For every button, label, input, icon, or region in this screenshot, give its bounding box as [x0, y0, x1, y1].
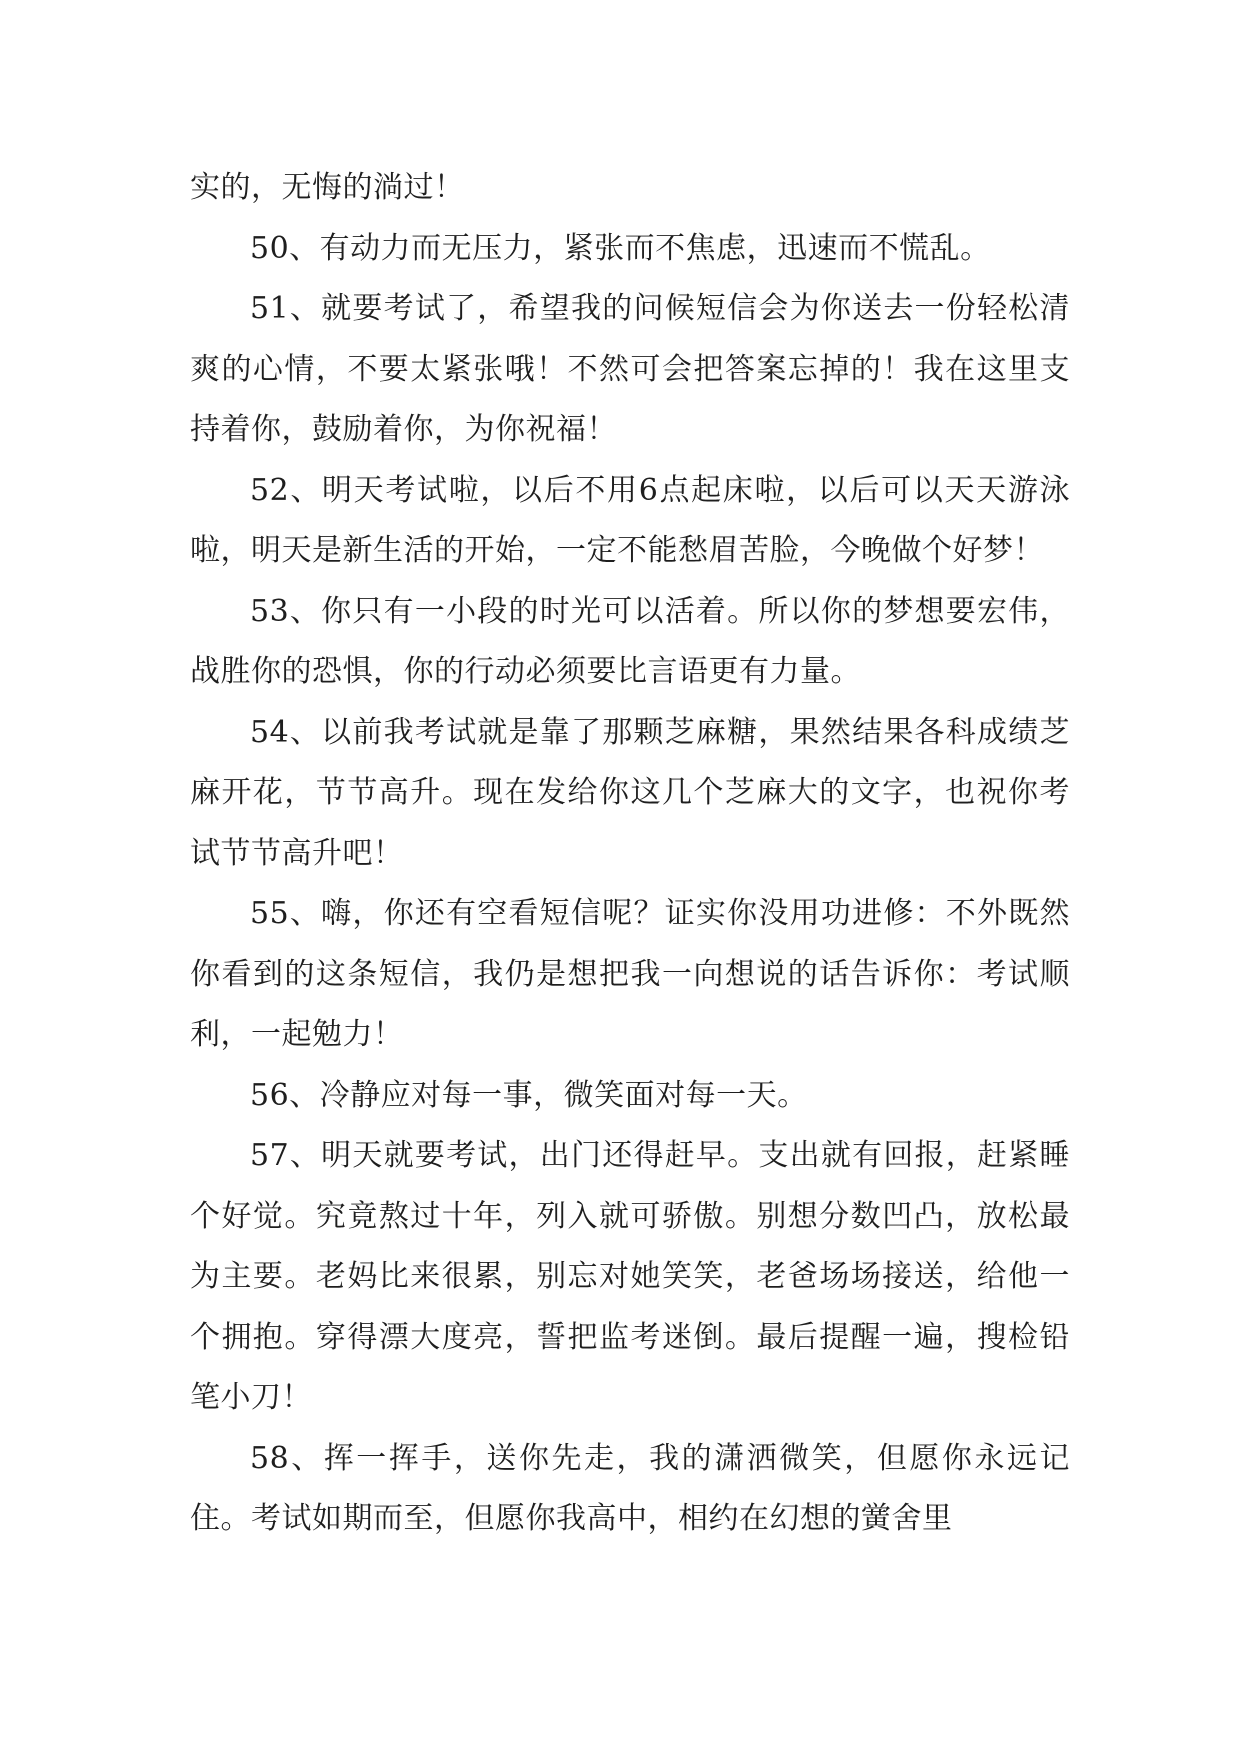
document-body [190, 158, 1070, 1550]
paragraph-item-52: 52、明天考试啦，以后不用6点起床啦，以后可以天天游泳啦，明天是新生活的开始，一定不能愁眉苦脸，今晚做个好梦！ [190, 472, 1070, 568]
paragraph-item-56: 56、冷静应对每一事，微笑面对每一天。 [250, 1077, 808, 1113]
paragraph-item-53: 53、你只有一小段的时光可以活着。所以你的梦想要宏伟，战胜你的恐惧，你的行动必须要比言语更有力量。 [190, 593, 1070, 689]
paragraph-item-55: 55、嗨，你还有空看短信呢？证实你没用功进修：不外既然你看到的这条短信，我仍是想把我一向想说的话告诉你：考试顺利，一起勉力！ [190, 896, 1070, 1052]
paragraph-item-51: 51、就要考试了，希望我的问候短信会为你送去一份轻松清爽的心情，不要太紧张哦！不然可会把答案忘掉的！我在这里支持着你，鼓励着你，为你祝福！ [190, 291, 1070, 447]
paragraph-continuation: 实的，无悔的淌过！ [190, 170, 465, 205]
paragraph-item-50: 50、有动力而无压力，紧张而不焦虑，迅速而不慌乱。 [250, 230, 991, 266]
paragraph-item-57: 57、明天就要考试，出门还得赶早。支出就有回报，赶紧睡个好觉。究竟熬过十年，列入就可骄傲。别想分数凹凸，放松最为主要。老妈比来很累，别忘对她笑笑，老爸场场接送，给他一个拥抱。穿得漂大度亮，誓把监考迷倒。最后提醒一遍，搜检铅笔小刀！ [190, 1138, 1070, 1415]
paragraph-item-54: 54、以前我考试就是靠了那颗芝麻糖，果然结果各科成绩芝麻开花，节节高升。现在发给你这几个芝麻大的文字，也祝你考试节节高升吧！ [190, 714, 1070, 871]
paragraph-item-58: 58、挥一挥手，送你先走，我的潇洒微笑，但愿你永远记住。考试如期而至，但愿你我高中，相约在幻想的黉舍里 [190, 1440, 1070, 1536]
